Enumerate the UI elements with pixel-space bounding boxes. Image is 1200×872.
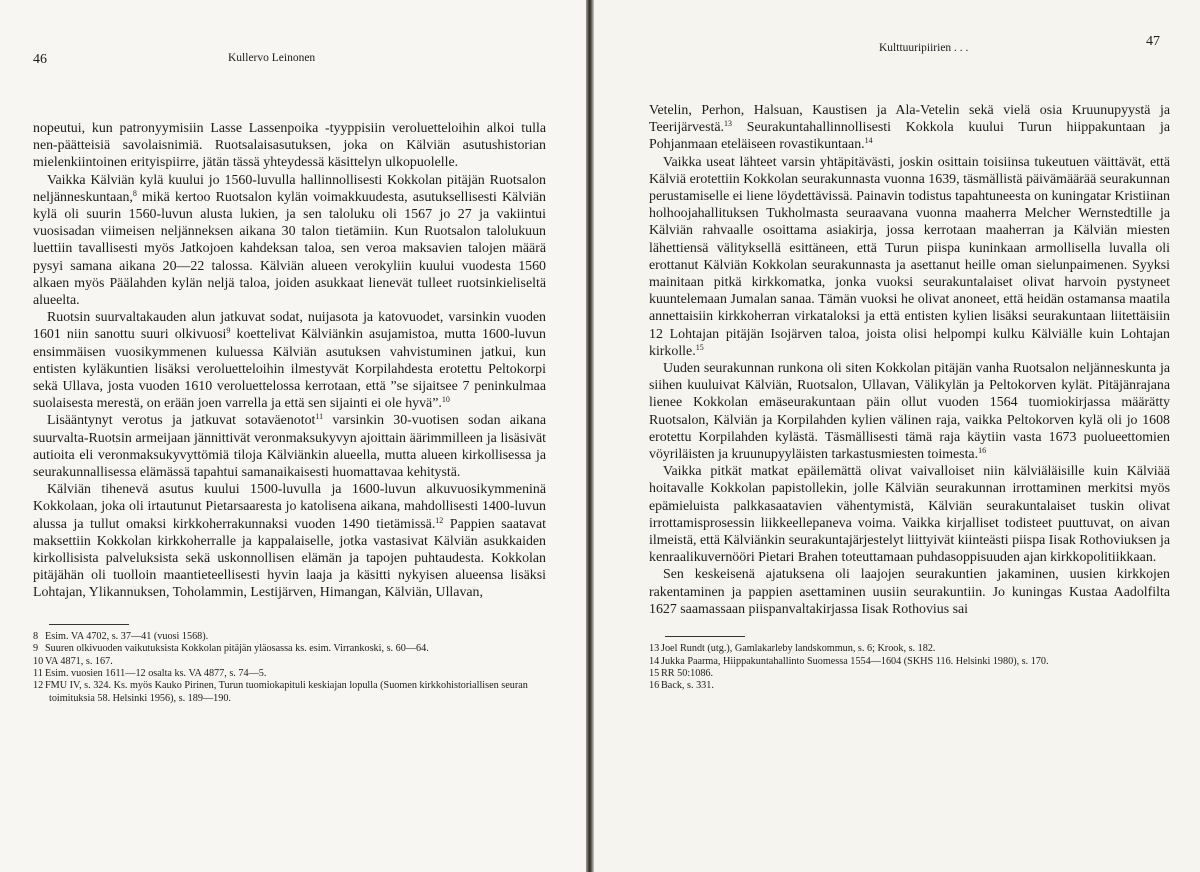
footnote-text: Joel Rundt (utg.), Gamlakarleby landskommun, s. 6; Krook, s. 182. [661, 643, 936, 655]
running-head-chapter: Kulttuuripiirien . . . [879, 42, 969, 54]
paragraph-text: Vetelin, Perhon, Halsuan, Kaustisen ja Ala-Vetelin sekä vielä osia Kruunupyystä ja Teerijärvestä. [649, 103, 1170, 136]
footnote [649, 656, 1170, 668]
left-body-text [33, 120, 546, 602]
paragraph [33, 481, 546, 601]
footnote-ref: 12 [435, 515, 444, 525]
footnote-ref: 10 [441, 395, 450, 405]
paragraph-text: varsinkin 30-vuotisen sodan aikana suurvalta-Ruotsin armeijaan jännittivät veronmaksukyvyn ajoittain äärimmilleen ja lisäsivät autioita eli veronmaksukyvyttömiä tiloja Kälviänkin alueella, mutta alueen kirkollisessa ja seurakunnallisessa elämässä tapahtui samanaikaisesti huomattavaa kehitystä. [33, 413, 546, 481]
paragraph-text: Vaikka Kälviän kylä kuului jo 1560-luvulla hallinnollisesti Kokkolan pitäjän Ruotsalon neljänneskuntaan, [33, 172, 546, 205]
footnote-text: Esim. vuosien 1611—12 osalta ks. VA 4877, s. 74—5. [45, 667, 267, 679]
footnote-number: 10 [33, 655, 44, 667]
footnote [649, 643, 1170, 655]
footnote-number: 12 [33, 680, 44, 692]
right-running-head [649, 34, 1170, 58]
footnote-ref: 8 [132, 188, 137, 198]
paragraph-text: koettelivat Kälviänkin asujamistoa, mutta 1600-luvun ensimmäisen vuosikymmenen kuluessa Kälviän asutuksen vahvistuminen jatkui, kun entisten kyläkuntien lisäksi veroluetteloihin ilmestyvät Korpilahdesta erotettu Peltokorpi sekä Ullava, josta vuoden 1610 veroluettelossa kerrotaan, että ”se sijaitsee 7 peninkulmaa suolaisesta merestä, on erään joen varrella ja että sen sijainti ei ole hyvä”. [33, 327, 546, 412]
running-head-author: Kullervo Leinonen [228, 52, 316, 64]
paragraph [649, 154, 1170, 360]
paragraph-text: Kälviän tihenevä asutus kuului 1500-luvulla ja 1600-luvun alkuvuosikymmeninä Kokkolaan, joka oli irtautunut Pietarsaaresta jo katolisena aikana, mahdollisesti 1400-luvun alussa ja tullut omaksi kirkkoherrakunnaksi vuoden 1490 tietämissä. [33, 482, 546, 532]
paragraph [33, 172, 546, 310]
footnote-text: Back, s. 331. [661, 680, 714, 692]
paragraph [649, 360, 1170, 463]
paragraph [649, 102, 1170, 154]
footnote-ref: 13 [724, 119, 732, 129]
paragraph-text: Seurakuntahallinnollisesti Kokkola kuului Turun hiippakuntaan ja Pohjanmaan eteläiseen rovastikuntaan. [649, 120, 1170, 153]
footnote [33, 680, 546, 705]
footnote-text: VA 4871, s. 167. [45, 655, 113, 667]
footnote-text: Esim. VA 4702, s. 37—41 (vuosi 1568). [45, 630, 209, 642]
footnote-number: 14 [649, 655, 660, 667]
footnote-text: RR 50:1086. [661, 667, 714, 679]
paragraph-text: Uuden seurakunnan runkona oli siten Kokkolan pitäjän vanha Ruotsalon neljänneskunta ja siihen kuuluivat Kälviän, Ruotsalon, Ullavan, Välikylän ja Peltokorven kylät. Pitäjänrajana lienee Kokkolan emäseurakuntaan päin ollut vuoden 1564 tuomiokirjassa määrätty Ruotsalon, Kälviän ja Korpilahden kylien välinen raja, vaikka Peltokorven kylä oli jo 1608 erotettu Korpilahden kylästä. Täsmällisesti tämä raja käytiin vasta 1673 puolueettomien vöyriläisten ja kruunupyyläisten tarkastusmiesten toimesta. [649, 361, 1170, 463]
book-gutter [586, 0, 594, 872]
page-number-left: 46 [33, 52, 47, 67]
footnote-ref: 14 [864, 136, 873, 146]
footnote-ref: 16 [978, 446, 987, 456]
paragraph: Vaikka pitkät matkat epäilemättä olivat vaivalloiset niin kälviäläisille kuin Kälviää hoitavalle Kokkolan papistollekin, jolle Kälviän seurakunnan irrottaminen merkitsi myös epämieluista palkkasaatavien vähentymistä, Kälviän seurakuntalaiset tuskin olivat irrottamisprosessin liikkeellepaneva voima. Vaikka kirjalliset todisteet puuttuvat, on aivan ilmeistä, että Kälviänkin seurakuntajärjestelyt liittyivät kiinteästi piispa Iisak Rothoviuksen ja kenraalikuvernööri Pietari Brahen toteuttamaan puhdasoppisuuden ajan kirkkopolitiikkaan. [649, 464, 1170, 566]
paragraph: Sen keskeisenä ajatuksena oli laajojen seurakuntien jakaminen, uusien kirkkojen rakentaminen ja pappien asettaminen uusiin seurakuntiin. Jo kuningas Kustaa Aadolfilta 1627 saamassaan piispanvaltakirjassa Iisak Rothovius sai [649, 567, 1170, 617]
paragraph [33, 309, 546, 412]
paragraph: nopeutui, kun patronyymisiin Lasse Lassenpoika -tyyppisiin veroluetteloihin alkoi tulla nen-päätteisiä savolaisnimiä. Ruotsalaisasutuksen, joka on Kälviän asutushistorian mielenkiintoinen erityispiirre, jätän tässä yhteydessä käsittelyn ulkopuolelle. [33, 121, 546, 171]
paragraph-text: Ruotsin suurvaltakauden alun jatkuvat sodat, nuijasota ja katovuodet, varsinkin vuoden 1601 niin sanottu suuri olkivuosi [33, 310, 546, 343]
paragraph-text: mikä kertoo Ruotsalon kylän voimakkuudesta, asutuksellisesti Kälviän kylä oli suurin 1560-luvun alusta lukien, ja sen taloluku oli 1567 jo 27 ja vakiintui vuosisadan viimeisen neljänneksen aikana 30 talon tietämiin. Kun Ruotsalon talolukuun luettiin tavallisesti myös Jatkojoen kahdeksan taloa, sen veroa maksavien talojen määrä pysyi samana aikana 20—22 talossa. Kälviän alueen verokyliin kuului vuodesta 1560 alkaen myös Päälahden kylän neljä taloa, joiden asukkaat lienevät tulleet ruotsinkieliseltä alueelta. [33, 189, 546, 309]
footnote-text: FMU IV, s. 324. Ks. myös Kauko Pirinen, Turun tuomiokapituli keskiajan lopulla (Suomen kirkkohistoriallisen seuran toimituksia 58. Helsinki 1956), s. 189—190. [45, 680, 528, 704]
left-running-head [33, 50, 546, 74]
footnote-text: Jukka Paarma, Hiippakuntahallinto Suomessa 1554—1604 (SKHS 116. Helsinki 1980), s. 170. [661, 655, 1049, 667]
footnote-divider [665, 636, 745, 637]
paragraph [33, 412, 546, 481]
footnote-number: 11 [33, 667, 43, 679]
footnote-number: 16 [649, 680, 660, 692]
footnote-ref: 11 [315, 412, 324, 422]
right-footnotes [649, 643, 1170, 693]
right-body-text [649, 102, 1170, 618]
right-page [594, 0, 1200, 872]
footnote [33, 656, 546, 668]
left-footnotes [33, 631, 546, 705]
left-page [0, 0, 586, 872]
footnote [33, 643, 546, 655]
paragraph-text: Lisääntynyt verotus ja jatkuvat sotaväenotot [47, 413, 316, 429]
footnote [33, 631, 546, 643]
footnote-ref: 15 [695, 342, 704, 352]
paragraph-text: Pappien saatavat maksettiin Kokkolan kirkkoherralle ja kappalaiselle, jotka vastasivat Kälviän asukkaiden kirkollisista palveluksista sekä uskonnollisen elämän ja tapojen puhtaudesta. Kokkolan pitäjähän oli tuolloin maantieteellisesti hyvin laaja ja käsitti nykyisen alueensa lisäksi Lohtajan, Ylikannuksen, Toholammin, Lestijärven, Himangan, Kälviän, Ullavan, [33, 516, 546, 601]
footnote [649, 680, 1170, 692]
footnote-number: 8 [33, 630, 39, 642]
footnote-text: Suuren olkivuoden vaikutuksista Kokkolan pitäjän yläosassa ks. esim. Virrankoski, s. 60—64. [45, 643, 429, 655]
paragraph-text: Vaikka useat lähteet varsin yhtäpitävästi, joskin osittain toisiinsa tukeutuen väittävät, että Kälviä erotettiin Kokkolan seurakunnasta vuonna 1639, täsmällistä päivämäärää seurakunnan perustamiselle ei liene löydettävissä. Painavin todistus tapahtuneesta on kuningatar Kristiinan holhoojahallituksen Tukholmasta seuraavana vuonna maaherra Melcher Wernstedtille ja Kälviän rahvaalle osoittama asiakirja, jossa kerrotaan maaherran ja Kälviän miesten lähettiensä välityksellä esittäneen, että Turun piispa kuninkaan armollisella luvalla oli erottanut Kälviän Kokkolan seurakunnasta ja asettanut heille oman sielunpaimenen. Syyksi mainitaan pitkä kirkkomatka, jonka vuoksi seurakuntalaiset olivat harvoin pystyneet kuuntelemaan Jumalan sanaa. Tämän vuoksi he olivat anoneet, että heidän ostamansa maatila annettaisiin kirkkoherran virkataloksi ja että entisten kylien lisäksi seurakuntaan liitettäisiin 12 Lohtajan pitäjän Isojärven taloa, joista olisi helpompi kulku Kälviälle kuin Lohtajan kirkolle. [649, 154, 1170, 359]
footnote-number: 15 [649, 667, 660, 679]
footnote [649, 668, 1170, 680]
footnote-ref: 9 [226, 326, 231, 336]
footnote-number: 9 [33, 643, 39, 655]
footnote-divider [49, 624, 129, 625]
page-number-right: 47 [1146, 34, 1160, 49]
footnote [33, 668, 546, 680]
footnote-number: 13 [649, 643, 660, 655]
